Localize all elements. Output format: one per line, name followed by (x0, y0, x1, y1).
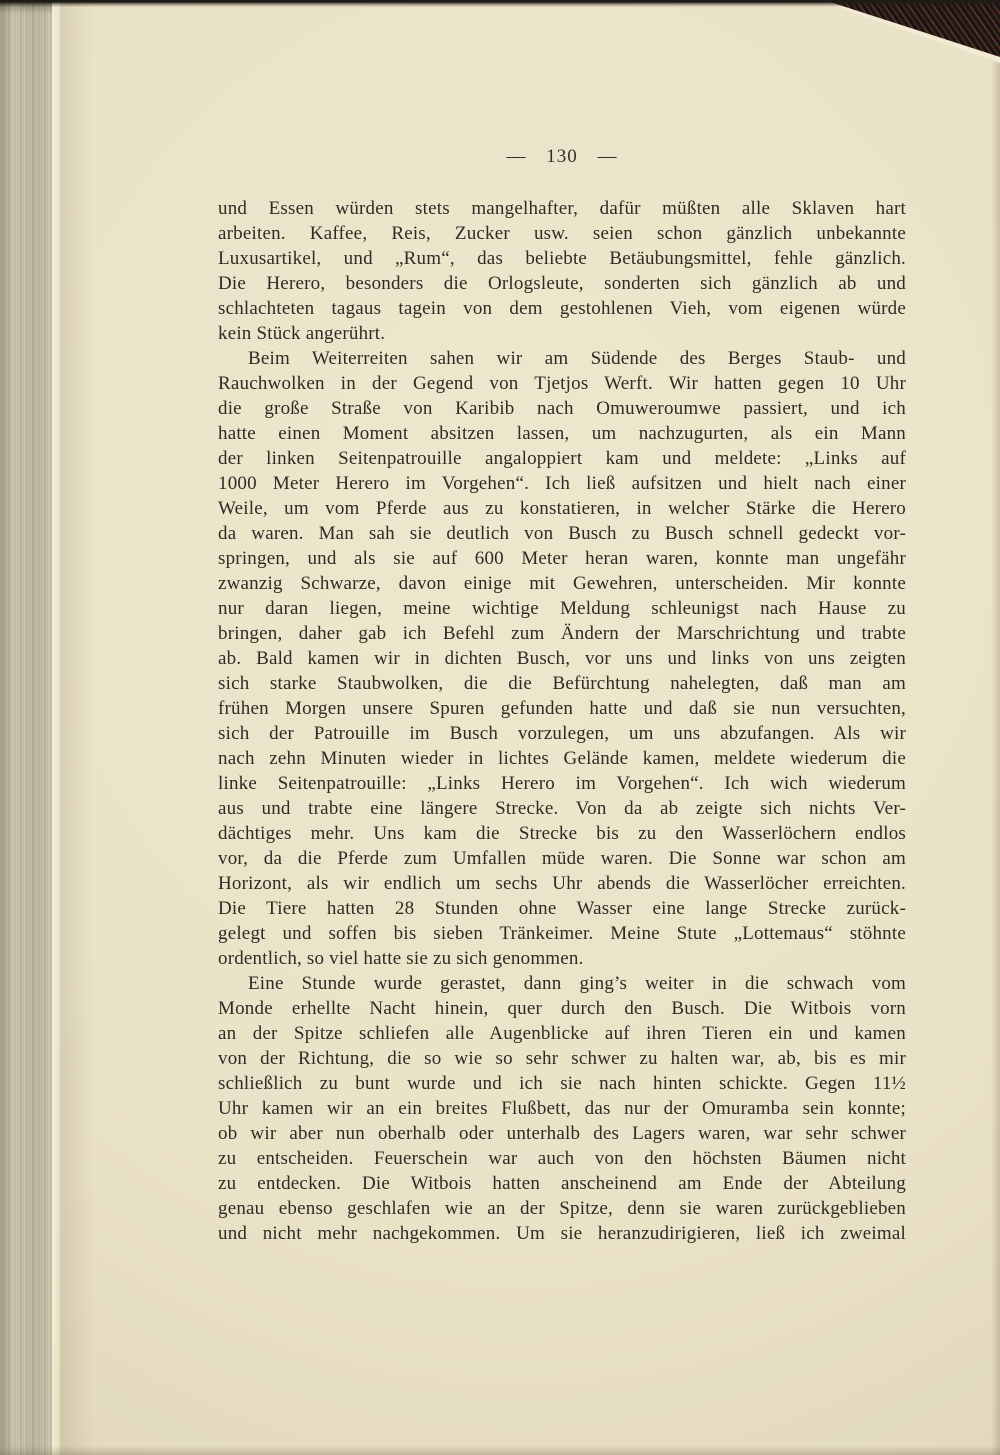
text-line: springen, und als sie auf 600 Meter heran waren, konnte man ungefähr (218, 548, 906, 569)
text-line: die große Straße von Karibib nach Omuweroumwe passiert, und ich (218, 398, 906, 419)
text-line: genau ebenso geschlafen wie an der Spitze, denn sie waren zurückgeblieben (218, 1198, 906, 1219)
text-line: dächtiges mehr. Uns kam die Strecke bis zu den Wasserlöchern endlos (218, 823, 906, 844)
text-line: 1000 Meter Herero im Vorgehen“. Ich ließ aufsitzen und hielt nach einer (218, 473, 906, 494)
text-line: ab. Bald kamen wir in dichten Busch, vor uns und links von uns zeigten (218, 648, 906, 669)
text-line: zu entdecken. Die Witbois hatten anscheinend am Ende der Abteilung (218, 1173, 906, 1194)
text-line: nach zehn Minuten wieder in lichtes Gelände kamen, meldete wiederum die (218, 748, 906, 769)
text-line: ordentlich, so viel hatte sie zu sich genommen. (218, 948, 584, 969)
text-line: aus und trabte eine längere Strecke. Von da ab zeigte sich nichts Ver- (218, 798, 906, 819)
text-line: Luxusartikel, und „Rum“, das beliebte Betäubungsmittel, fehle gänzlich. (218, 248, 906, 269)
text-line: sich der Patrouille im Busch vorzulegen, um uns abzufangen. Als wir (218, 723, 906, 744)
paragraph (218, 196, 906, 346)
text-line: zwanzig Schwarze, davon einige mit Gewehren, unterscheiden. Mir konnte (218, 573, 906, 594)
text-line: Eine Stunde wurde gerastet, dann ging’s weiter in die schwach vom (248, 973, 906, 994)
text-line: Rauchwolken in der Gegend von Tjetjos Werft. Wir hatten gegen 10 Uhr (218, 373, 906, 394)
text-line: zu entscheiden. Feuerschein war auch von den höchsten Bäumen nicht (218, 1148, 906, 1169)
text-line: gelegt und soffen bis sieben Tränkeimer. Meine Stute „Lottemaus“ stöhnte (218, 923, 906, 944)
text-line: der linken Seitenpatrouille angaloppiert kam und meldete: „Links auf (218, 448, 906, 469)
top-edge-shadow (0, 0, 1000, 7)
gutter-highlight (52, 0, 60, 1455)
text-line: und Essen würden stets mangelhafter, dafür müßten alle Sklaven hart (218, 198, 906, 219)
text-line: arbeiten. Kaffee, Reis, Zucker usw. seien schon gänzlich unbekannte (218, 223, 906, 244)
text-line: schlachteten tagaus tagein von dem gestohlenen Vieh, vom eigenen würde (218, 298, 906, 319)
text-line: schließlich zu bunt wurde und ich sie nach hinten schickte. Gegen 11½ (218, 1073, 906, 1094)
text-line: nur daran liegen, meine wichtige Meldung schleunigst nach Hause zu (218, 598, 906, 619)
text-line: linke Seitenpatrouille: „Links Herero im Vorgehen“. Ich wich wiederum (218, 773, 906, 794)
text-line: frühen Morgen unsere Spuren gefunden hatte und daß sie nun versuchten, (218, 698, 906, 719)
text-line: bringen, daher gab ich Befehl zum Ändern der Marschrichtung und trabte (218, 623, 906, 644)
text-line: da waren. Man sah sie deutlich von Busch zu Busch schnell gedeckt vor- (218, 523, 906, 544)
paragraph (218, 346, 906, 971)
stacked-page-edges (0, 0, 52, 1455)
text-line: Die Tiere hatten 28 Stunden ohne Wasser eine lange Strecke zurück- (218, 898, 906, 919)
text-line: Uhr kamen wir an ein breites Flußbett, das nur der Omuramba sein konnte; (218, 1098, 906, 1119)
paragraph (218, 971, 906, 1246)
text-line: an der Spitze schliefen alle Augenblicke auf ihren Tieren ein und kamen (218, 1023, 906, 1044)
text-line: hatte einen Moment absitzen lassen, um nachzugurten, als ein Mann (218, 423, 906, 444)
text-line: von der Richtung, die so wie so sehr schwer zu halten war, ab, bis es mir (218, 1048, 906, 1069)
right-edge-shade (991, 0, 1000, 1455)
text-line: Die Herero, besonders die Orlogsleute, sonderten sich gänzlich ab und (218, 273, 906, 294)
text-line: Monde erhellte Nacht hinein, quer durch den Busch. Die Witbois vorn (218, 998, 906, 1019)
text-line: Weile, um vom Pferde aus zu konstatieren, in welcher Stärke die Herero (218, 498, 906, 519)
text-line: Beim Weiterreiten sahen wir am Südende des Berges Staub- und (248, 348, 906, 369)
page-number: — 130 — (506, 146, 618, 167)
text-line: und nicht mehr nachgekommen. Um sie heranzudirigieren, ließ ich zweimal (218, 1223, 906, 1244)
text-line: vor, da die Pferde zum Umfallen müde waren. Die Sonne war schon am (218, 848, 906, 869)
text-line: Horizont, als wir endlich um sechs Uhr abends die Wasserlöcher erreichten. (218, 873, 906, 894)
text-line: sich starke Staubwolken, die die Befürchtung nahelegten, daß man am (218, 673, 906, 694)
text-block (218, 196, 906, 1246)
text-line: ob wir aber nun oberhalb oder unterhalb des Lagers waren, war sehr schwer (218, 1123, 906, 1144)
gutter-shadow (60, 0, 94, 1455)
text-line: kein Stück angerührt. (218, 323, 386, 344)
bottom-edge-shade (0, 1446, 1000, 1455)
